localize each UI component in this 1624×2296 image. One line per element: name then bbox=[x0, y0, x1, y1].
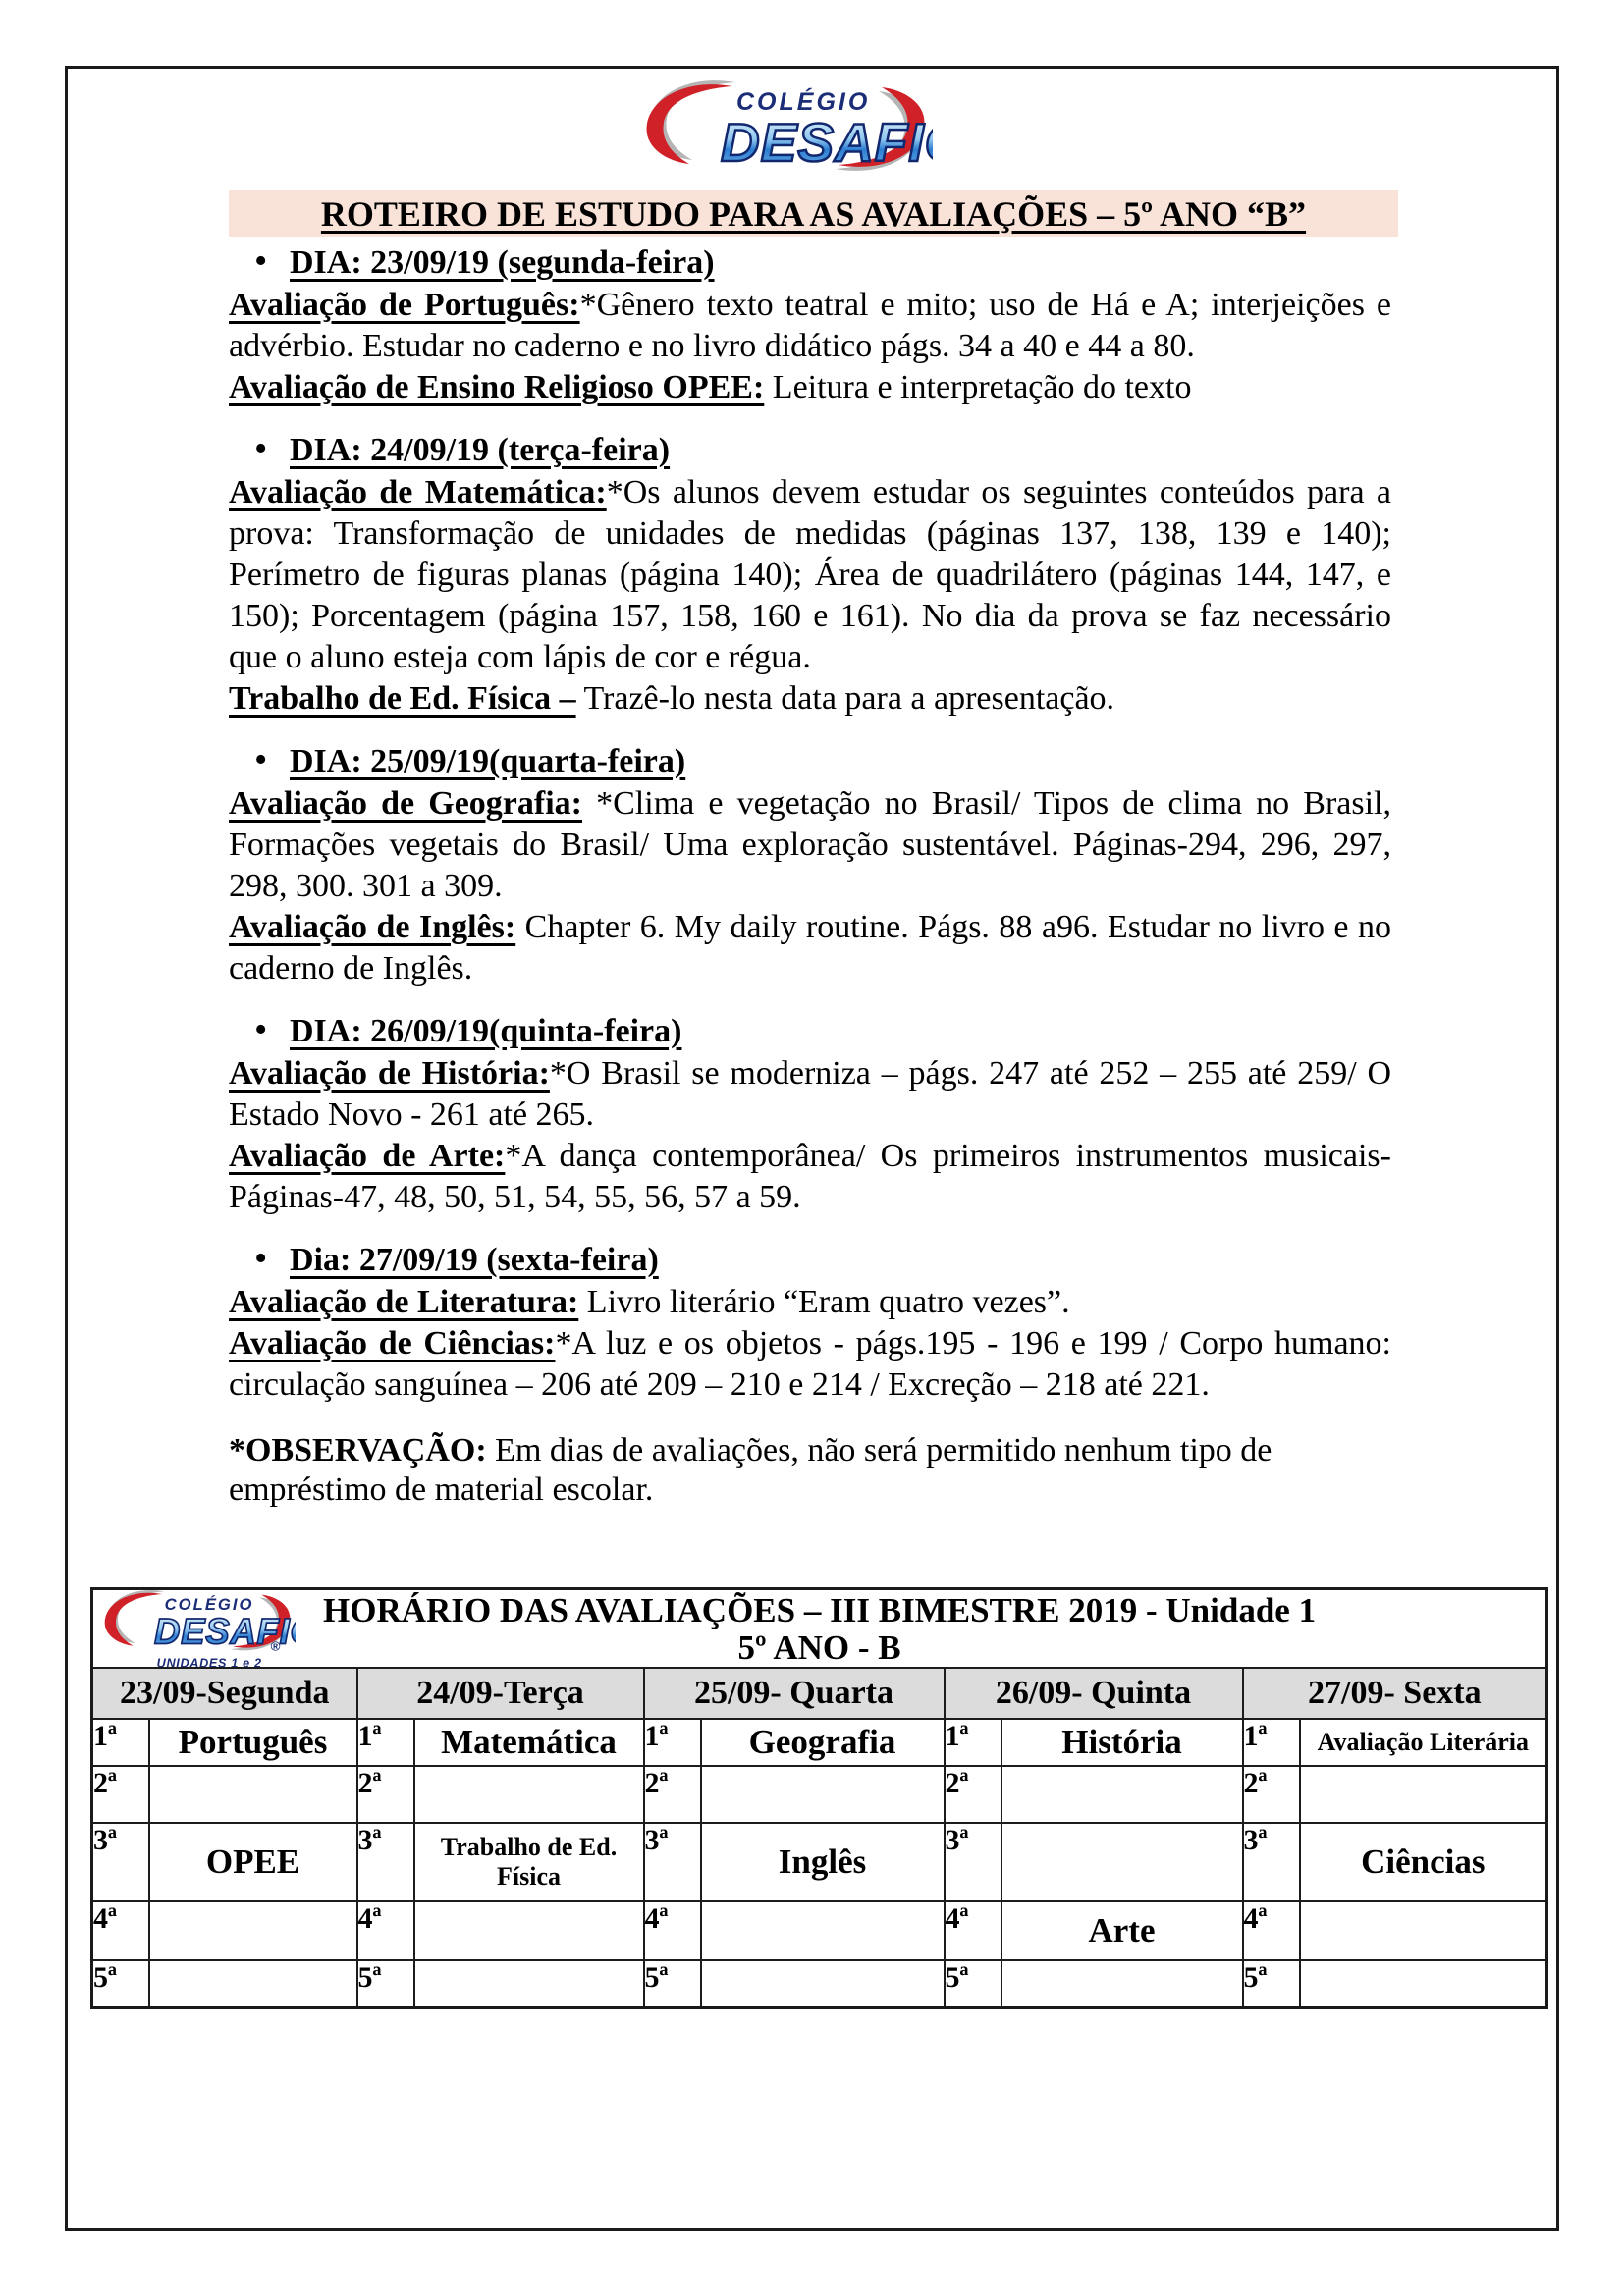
schedule-row bbox=[92, 1960, 1547, 2008]
day-section bbox=[229, 1239, 1391, 1406]
day-section bbox=[229, 429, 1391, 720]
exam-label: Avaliação de História: bbox=[229, 1055, 550, 1092]
exam-label: Avaliação de Ensino Religioso OPEE: bbox=[229, 369, 765, 405]
schedule-title: HORÁRIO DAS AVALIAÇÕES – III BIMESTRE 2019 - Unidade 1 bbox=[323, 1591, 1317, 1629]
subject-cell bbox=[1300, 1960, 1547, 2008]
subject-cell bbox=[149, 1766, 357, 1823]
period-cell: 1ª bbox=[1243, 1719, 1300, 1766]
exam-label: Avaliação de Literatura: bbox=[229, 1284, 579, 1320]
logo-registered-mark: ® bbox=[270, 1638, 281, 1654]
exam-item bbox=[229, 285, 1391, 367]
exam-item bbox=[229, 1053, 1391, 1136]
period-cell: 5ª bbox=[1243, 1960, 1300, 2008]
period-cell: 1ª bbox=[357, 1719, 414, 1766]
subject-cell: Arte bbox=[1001, 1901, 1243, 1960]
subject-cell bbox=[701, 1901, 945, 1960]
exam-item bbox=[229, 678, 1391, 720]
subject-cell bbox=[1001, 1960, 1243, 2008]
exam-item bbox=[229, 367, 1391, 408]
subject-cell bbox=[1300, 1766, 1547, 1823]
period-cell: 1ª bbox=[644, 1719, 701, 1766]
exam-item bbox=[229, 1136, 1391, 1218]
subject-cell: Inglês bbox=[701, 1823, 945, 1901]
subject-cell: Português bbox=[149, 1719, 357, 1766]
exam-label: Avaliação de Ciências: bbox=[229, 1325, 556, 1362]
period-cell: 2ª bbox=[644, 1766, 701, 1823]
period-cell: 4ª bbox=[1243, 1901, 1300, 1960]
day-title: Dia: 27/09/19 (sexta-feira) bbox=[290, 1242, 659, 1278]
day-section bbox=[229, 740, 1391, 989]
schedule-title-wrap bbox=[93, 1590, 1545, 1667]
subject-cell bbox=[414, 1766, 644, 1823]
exam-text: Leitura e interpretação do texto bbox=[764, 369, 1192, 405]
exam-text: *Clima e vegetação no Brasil/ Tipos de clima no Brasil, Formações vegetais do Brasil/ Uma exploração sustentável. Páginas-294, 296, 297, 298, 300. 301 a 309. bbox=[229, 785, 1391, 904]
period-cell: 3ª bbox=[1243, 1823, 1300, 1901]
table-logo bbox=[99, 1590, 296, 1667]
schedule-row bbox=[92, 1719, 1547, 1766]
day-heading bbox=[229, 1010, 1391, 1053]
bullet-icon: • bbox=[254, 1009, 268, 1050]
exam-text: *A luz e os objetos - págs.195 - 196 e 199 / Corpo humano: circulação sanguínea – 206 até 209 – 210 e 214 / Excreção – 218 até 221. bbox=[229, 1325, 1391, 1403]
period-cell: 5ª bbox=[92, 1960, 149, 2008]
day-section bbox=[229, 241, 1391, 408]
exam-item bbox=[229, 1323, 1391, 1406]
observation-label: *OBSERVAÇÃO: bbox=[229, 1432, 487, 1468]
subject-cell: História bbox=[1001, 1719, 1243, 1766]
exam-text: *A dança contemporânea/ Os primeiros instrumentos musicais- Páginas-47, 48, 50, 51, 54, 55, 56, 57 a 59. bbox=[229, 1138, 1391, 1215]
subject-cell: Matemática bbox=[414, 1719, 644, 1766]
exam-label: Avaliação de Inglês: bbox=[229, 909, 516, 945]
page-title: ROTEIRO DE ESTUDO PARA AS AVALIAÇÕES – 5º ANO “B” bbox=[320, 193, 1307, 234]
subject-cell bbox=[701, 1766, 945, 1823]
exam-label: Avaliação de Arte: bbox=[229, 1138, 506, 1174]
period-cell: 5ª bbox=[357, 1960, 414, 2008]
bullet-icon: • bbox=[254, 240, 268, 282]
exam-item bbox=[229, 783, 1391, 907]
schedule-title-row bbox=[92, 1589, 1547, 1669]
day-heading bbox=[229, 740, 1391, 783]
subject-cell: Trabalho de Ed. Física bbox=[414, 1823, 644, 1901]
subject-cell bbox=[701, 1960, 945, 2008]
day-heading bbox=[229, 1239, 1391, 1282]
period-cell: 1ª bbox=[945, 1719, 1001, 1766]
period-cell: 1ª bbox=[92, 1719, 149, 1766]
bullet-icon: • bbox=[254, 1238, 268, 1279]
schedule-row bbox=[92, 1766, 1547, 1823]
period-cell: 5ª bbox=[945, 1960, 1001, 2008]
day-section bbox=[229, 1010, 1391, 1218]
schedule-body bbox=[92, 1719, 1547, 2008]
schedule-day-header-row bbox=[92, 1668, 1547, 1719]
day-title: DIA: 26/09/19(quinta-feira) bbox=[290, 1013, 682, 1049]
title-band bbox=[229, 190, 1398, 237]
period-cell: 2ª bbox=[945, 1766, 1001, 1823]
period-cell: 4ª bbox=[357, 1901, 414, 1960]
subject-cell bbox=[414, 1960, 644, 2008]
exam-text: *Gênero texto teatral e mito; uso de Há e A; interjeições e advérbio. Estudar no caderno e no livro didático págs. 34 a 40 e 44 a 80. bbox=[229, 287, 1391, 364]
exam-label: Avaliação de Matemática: bbox=[229, 474, 607, 510]
exam-item bbox=[229, 907, 1391, 989]
day-heading bbox=[229, 429, 1391, 472]
logo-swoosh-left bbox=[105, 1593, 162, 1646]
period-cell: 3ª bbox=[357, 1823, 414, 1901]
subject-cell bbox=[1001, 1823, 1243, 1901]
day-title: DIA: 23/09/19 (segunda-feira) bbox=[290, 244, 715, 281]
period-cell: 2ª bbox=[1243, 1766, 1300, 1823]
day-header-cell: 27/09- Sexta bbox=[1243, 1668, 1547, 1719]
day-heading bbox=[229, 241, 1391, 285]
logo-swoosh-left bbox=[647, 84, 732, 164]
day-header-cell: 23/09-Segunda bbox=[92, 1668, 357, 1719]
bullet-icon: • bbox=[254, 428, 268, 469]
subject-cell: OPEE bbox=[149, 1823, 357, 1901]
subject-cell bbox=[414, 1901, 644, 1960]
schedule-table bbox=[90, 1587, 1548, 2009]
period-cell: 3ª bbox=[945, 1823, 1001, 1901]
colegio-desafio-logo bbox=[638, 75, 933, 177]
exam-text: *Os alunos devem estudar os seguintes conteúdos para a prova: Transformação de unidades de medidas (páginas 137, 138, 139 e 140); Perímetro de figuras planas (página 140); Área de quadrilátero (páginas 144, 147, e 150); Porcentagem (página 157, 158, 160 e 161). No dia da prova se faz necessário que o aluno esteja com lápis de cor e régua. bbox=[229, 474, 1391, 675]
period-cell: 4ª bbox=[945, 1901, 1001, 1960]
observation bbox=[229, 1431, 1391, 1510]
period-cell: 2ª bbox=[92, 1766, 149, 1823]
period-cell: 3ª bbox=[644, 1823, 701, 1901]
sections bbox=[229, 241, 1391, 1406]
period-cell: 5ª bbox=[644, 1960, 701, 2008]
schedule-subtitle: 5º ANO - B bbox=[737, 1629, 901, 1667]
subject-cell: Geografia bbox=[701, 1719, 945, 1766]
day-header-cell: 26/09- Quinta bbox=[945, 1668, 1243, 1719]
logo-colegio-text: COLÉGIO bbox=[736, 88, 871, 116]
exam-item bbox=[229, 472, 1391, 678]
schedule-row bbox=[92, 1901, 1547, 1960]
logo-colegio-text: COLÉGIO bbox=[164, 1595, 254, 1614]
bullet-icon: • bbox=[254, 739, 268, 780]
logo-units-text: UNIDADES 1 e 2 bbox=[156, 1656, 262, 1667]
subject-cell bbox=[1001, 1766, 1243, 1823]
subject-cell bbox=[149, 1960, 357, 2008]
subject-cell: Ciências bbox=[1300, 1823, 1547, 1901]
exam-text: Livro literário “Eram quatro vezes”. bbox=[578, 1284, 1070, 1320]
exam-label: Avaliação de Português: bbox=[229, 287, 580, 323]
period-cell: 2ª bbox=[357, 1766, 414, 1823]
logo-desafio-text: DESAFI bbox=[721, 112, 925, 173]
subject-cell: Avaliação Literária bbox=[1300, 1719, 1547, 1766]
colegio-desafio-logo bbox=[99, 1590, 296, 1667]
exam-item bbox=[229, 1282, 1391, 1323]
subject-cell bbox=[149, 1901, 357, 1960]
study-guide-content bbox=[229, 241, 1391, 1543]
period-cell: 4ª bbox=[92, 1901, 149, 1960]
exam-text: Chapter 6. My daily routine. Págs. 88 a96. Estudar no livro e no caderno de Inglês. bbox=[229, 909, 1392, 987]
period-cell: 4ª bbox=[644, 1901, 701, 1960]
logo-desafio-text: DESAFI bbox=[154, 1611, 291, 1652]
exam-label: Trabalho de Ed. Física – bbox=[229, 680, 576, 717]
subject-cell bbox=[1300, 1901, 1547, 1960]
observation-text: Em dias de avaliações, não será permitido nenhum tipo de empréstimo de material escolar. bbox=[229, 1432, 1272, 1508]
day-header-cell: 25/09- Quarta bbox=[644, 1668, 945, 1719]
period-cell: 3ª bbox=[92, 1823, 149, 1901]
exam-label: Avaliação de Geografia: bbox=[229, 785, 582, 822]
day-header-cell: 24/09-Terça bbox=[357, 1668, 644, 1719]
exam-text: Trazê-lo nesta data para a apresentação. bbox=[575, 680, 1115, 717]
top-logo bbox=[638, 75, 933, 177]
schedule-row bbox=[92, 1823, 1547, 1901]
exam-text: *O Brasil se moderniza – págs. 247 até 252 – 255 até 259/ O Estado Novo - 261 até 265. bbox=[229, 1055, 1391, 1133]
day-title: DIA: 24/09/19 (terça-feira) bbox=[290, 432, 671, 468]
day-title: DIA: 25/09/19(quarta-feira) bbox=[290, 743, 686, 779]
